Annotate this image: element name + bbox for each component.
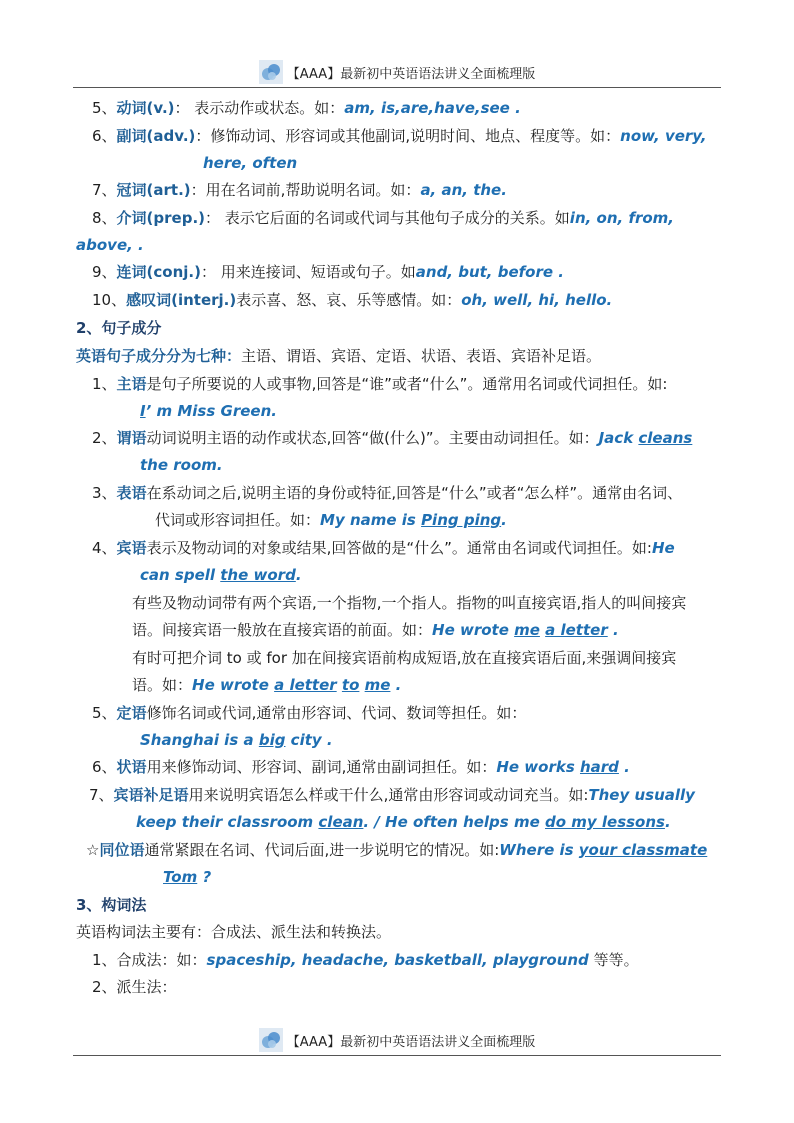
section-title: 2、句子成分 <box>76 319 162 337</box>
example: ’ m Miss Green. <box>145 402 277 420</box>
term: 宾语补足语 <box>113 786 189 804</box>
footer-rule <box>73 1055 721 1056</box>
term: 表语 <box>116 484 147 502</box>
item-number: 5、 <box>92 704 117 722</box>
item-number: 4、 <box>92 539 117 557</box>
example: in, on, from, <box>569 209 674 227</box>
component-object-complement-line <box>89 785 695 805</box>
example: oh, well, hi, hello. <box>461 291 613 309</box>
example: . / He often helps me <box>363 813 545 831</box>
definition: 1、合成法：如： <box>92 951 207 969</box>
example-underlined: clean <box>318 813 364 831</box>
definition: ： 表示动作或状态。如： <box>174 99 345 117</box>
header-rule <box>73 87 721 88</box>
example: can spell <box>140 566 221 584</box>
example-underlined: the word <box>220 566 296 584</box>
component-object-complement-example <box>136 812 671 832</box>
pos-interjection-line <box>92 290 612 310</box>
page-header <box>73 57 721 88</box>
pos-preposition-line-cont <box>76 235 144 255</box>
component-object-example <box>140 565 302 585</box>
example: He wrote <box>192 676 275 694</box>
note-text: 有些及物动词带有两个宾语,一个指物,一个指人。指物的叫直接宾语,指人的叫间接宾 <box>132 594 687 612</box>
logo-icon <box>259 1028 283 1052</box>
component-predicate-line <box>92 428 692 448</box>
example: . <box>501 511 507 529</box>
definition: ： 表示它后面的名词或代词与其他句子成分的关系。如 <box>205 209 570 227</box>
term: 介词(prep.) <box>116 209 206 227</box>
note-text: 有时可把介词 to 或 for 加在间接宾语前构成短语,放在直接宾语后面,来强调间接宾 <box>132 649 677 667</box>
item-number: 8、 <box>92 209 117 227</box>
definition: ：修饰动词、形容词或其他副词,说明时间、地点、程度等。如： <box>195 127 621 145</box>
example-underlined: hard <box>579 758 619 776</box>
example: am, is,are,have,see . <box>344 99 521 117</box>
note-text: 语。如： <box>132 676 193 694</box>
example: . <box>607 621 619 639</box>
example: . <box>664 813 671 831</box>
term: 谓语 <box>116 429 147 447</box>
definition: 表示及物动词的对象或结果,回答做的是“什么”。通常由名词或代词担任。如: <box>146 539 652 557</box>
definition: 是句子所要说的人或事物,回答是“谁”或者“什么”。通常用名词或代词担任。如: <box>146 375 668 393</box>
example-underlined: a letter <box>274 676 337 694</box>
example: Jack <box>598 429 639 447</box>
example-underlined: your classmate <box>578 841 708 859</box>
term: 冠词(art.) <box>116 181 191 199</box>
derivation-line <box>92 977 177 997</box>
definition: 用来修饰动词、形容词、副词,通常由副词担任。如： <box>146 758 497 776</box>
term: 动词(v.) <box>116 99 175 117</box>
component-appositive-line <box>86 840 707 860</box>
item-number: 2、 <box>92 429 117 447</box>
term: 同位语 <box>99 841 145 859</box>
example: spaceship, headache, basketball, playground <box>206 951 589 969</box>
example-underlined: big <box>258 731 286 749</box>
example-underlined: me <box>364 676 391 694</box>
term: 连词(conj.) <box>116 263 201 281</box>
pos-article-line <box>92 180 507 200</box>
example-underlined: me <box>514 621 540 639</box>
example: . <box>390 676 402 694</box>
section-intro-components <box>76 346 601 366</box>
term: 副词(adv.) <box>116 127 196 145</box>
example: and, but, before . <box>415 263 564 281</box>
pos-adverb-line <box>92 126 707 146</box>
term: 主语 <box>116 375 147 393</box>
example-underlined: Ping ping <box>421 511 502 529</box>
component-adverbial-line <box>92 757 630 777</box>
example: here, often <box>203 154 298 172</box>
term: 感叹词(interj.) <box>126 291 237 309</box>
example: Where is <box>499 841 579 859</box>
term: 状语 <box>116 758 147 776</box>
example: now, very, <box>620 127 707 145</box>
section-title: 3、构词法 <box>76 896 147 914</box>
component-subject-line <box>92 374 667 394</box>
example-underlined: cleans <box>638 429 693 447</box>
double-object-note-1 <box>132 593 686 613</box>
example-underlined: to <box>341 676 360 694</box>
component-attribute-line <box>92 703 526 723</box>
example: city . <box>285 731 333 749</box>
component-predicate-example <box>140 455 223 475</box>
example: above, . <box>76 236 144 254</box>
definition: 用来说明宾语怎么样或干什么,通常由形容词或动词充当。如: <box>188 786 589 804</box>
definition: 代词或形容词担任。如： <box>155 511 321 529</box>
component-subject-example <box>140 401 277 421</box>
definition: 动词说明主语的动作或状态,回答“做(什么)”。主要由动词担任。如： <box>146 429 599 447</box>
compounding-line <box>92 950 639 970</box>
page-footer <box>73 1025 721 1056</box>
example-underlined: Tom <box>163 868 198 886</box>
term: 宾语 <box>116 539 147 557</box>
example: He <box>651 539 675 557</box>
component-attribute-example <box>140 730 333 750</box>
pos-conjunction-line <box>92 262 564 282</box>
item-number: 7、 <box>92 181 117 199</box>
example: keep their classroom <box>136 813 319 831</box>
footer-title: 【AAA】最新初中英语语法讲义全面梳理版 <box>286 1034 536 1050</box>
example: My name is <box>320 511 422 529</box>
item-number: 6、 <box>92 758 117 776</box>
note-text: 语。间接宾语一般放在直接宾语的前面。如： <box>132 621 433 639</box>
definition: ：用在名词前,帮助说明名词。如： <box>190 181 421 199</box>
intro-lead: 英语句子成分分为七种： <box>76 347 242 365</box>
double-object-note-2 <box>132 620 619 640</box>
pos-preposition-line <box>92 208 674 228</box>
logo-icon <box>259 60 283 84</box>
example: They usually <box>588 786 695 804</box>
example: . <box>295 566 302 584</box>
header-title: 【AAA】最新初中英语语法讲义全面梳理版 <box>286 66 536 82</box>
definition: 在系动词之后,说明主语的身份或特征,回答是“什么”或者“怎么样”。通常由名词、 <box>146 484 683 502</box>
component-object-line <box>92 538 675 558</box>
example-underlined: a letter <box>545 621 608 639</box>
example: ? <box>197 868 212 886</box>
example: He wrote <box>432 621 515 639</box>
intro-text: 英语构词法主要有：合成法、派生法和转换法。 <box>76 923 392 941</box>
section-intro-word-formation <box>76 922 391 942</box>
example: the room. <box>140 456 223 474</box>
definition: 2、派生法： <box>92 978 177 996</box>
example: a, an, the. <box>420 181 507 199</box>
double-object-note-3 <box>132 648 676 668</box>
term: 定语 <box>116 704 147 722</box>
star-icon: ☆ <box>86 841 100 859</box>
item-number: 1、 <box>92 375 117 393</box>
definition: ： 用来连接词、短语或句子。如 <box>200 263 416 281</box>
component-predicative-line <box>92 483 682 503</box>
example-underlined: do my lessons <box>544 813 665 831</box>
item-number: 3、 <box>92 484 117 502</box>
component-appositive-example <box>163 867 211 887</box>
item-number: 7、 <box>89 786 114 804</box>
definition: 修饰名词或代词,通常由形容词、代词、数词等担任。如： <box>146 704 527 722</box>
item-number: 9、 <box>92 263 117 281</box>
example: Shanghai is a <box>140 731 259 749</box>
example-underlined: I <box>140 402 146 420</box>
double-object-note-4 <box>132 675 401 695</box>
intro-text: 主语、谓语、宾语、定语、状语、表语、宾语补足语。 <box>241 347 602 365</box>
definition: 表示喜、怒、哀、乐等感情。如： <box>236 291 462 309</box>
definition: 通常紧跟在名词、代词后面,进一步说明它的情况。如: <box>144 841 500 859</box>
item-number: 6、 <box>92 127 117 145</box>
component-predicative-cont <box>155 510 507 530</box>
section-heading-word-formation <box>76 895 146 915</box>
pos-adverb-line-cont <box>203 153 297 173</box>
item-number: 10、 <box>92 291 127 309</box>
example: He works <box>496 758 580 776</box>
item-number: 5、 <box>92 99 117 117</box>
pos-verb-line <box>92 98 521 118</box>
section-heading-sentence-components <box>76 318 161 338</box>
definition: 等等。 <box>588 951 639 969</box>
example: . <box>618 758 630 776</box>
